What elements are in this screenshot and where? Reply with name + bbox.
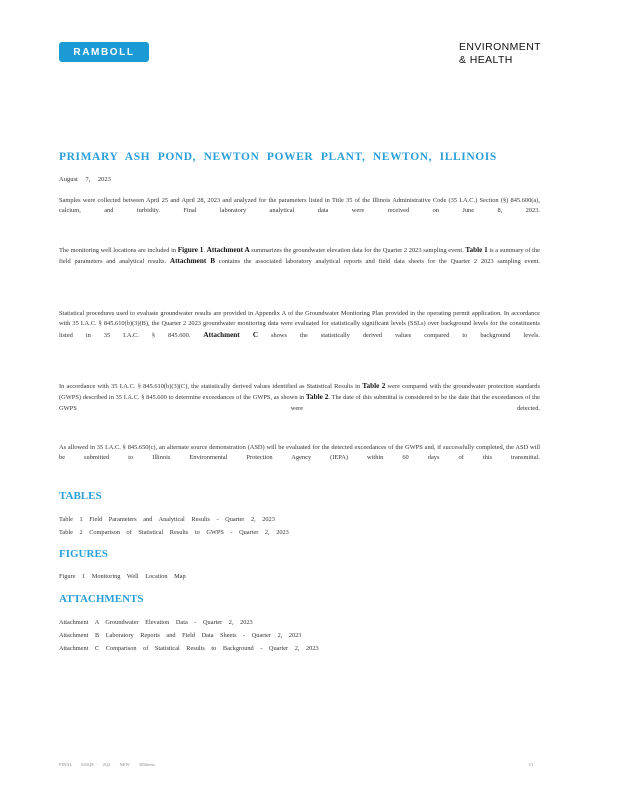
tables-heading: TABLES (59, 490, 102, 502)
paragraph-samples: Samples were collected between April 25 and April 28, 2023 and analyzed for the parameters listed in Title 35 of the Illinois Administrative Code (35 I.A.C.) Section (§) 845.600(a), calcium, and turbidity. Final laboratory analytical data were received on June 8, 2023. (59, 197, 540, 215)
footer-page-number: 1/1 (528, 762, 534, 767)
table-2-ref-second: Table 2 (305, 393, 329, 402)
p4-text-d: . The date of this submittal is considered to be the date that the exceedances of the GWPS were detected. (59, 394, 540, 412)
paragraph-locations (59, 245, 540, 268)
p3-text-c: shows the statistically derived values compared to background levels. (271, 331, 540, 339)
attachment-list-item: Attachment A Groundwater Elevation Data - Quarter 2, 2023 (59, 619, 253, 626)
p2-text-c: . (203, 247, 206, 254)
table-list-item: Table 2 Comparison of Statistical Results to GWPS - Quarter 2, 2023 (59, 529, 289, 536)
brand-line-2: & HEALTH (459, 54, 513, 66)
attachments-heading: ATTACHMENTS (59, 593, 144, 605)
p2-text-e: is a summary of the field parameters and analytical results. (59, 247, 540, 266)
table-list-item: Table 1 Field Parameters and Analytical Results - Quarter 2, 2023 (59, 516, 275, 523)
p4-text-a: In accordance with 35 I.A.C. § 845.610(b)(3)(C), the statistically derived values identified as Statistical Results in (59, 383, 361, 390)
attachment-list-item: Attachment B Laboratory Reports and Field Data Sheets - Quarter 2, 2023 (59, 632, 302, 639)
figures-heading: FIGURES (59, 548, 108, 560)
brand-line-1: ENVIRONMENT (459, 41, 541, 53)
attachment-list-item: Attachment C Comparison of Statistical Results to Background - Quarter 2, 2023 (59, 645, 319, 652)
p2-text-d: summarizes the groundwater elevation data for the Quarter 2 2023 sampling event. (251, 247, 464, 254)
figure-list-item: Figure 1 Monitoring Well Location Map (59, 573, 186, 580)
attachment-a-ref: Attachment A (206, 246, 250, 254)
paragraph-gwps (59, 381, 540, 414)
figure-1-ref: Figure 1 (177, 246, 204, 254)
paragraph-statistics (59, 309, 540, 341)
attachment-b-ref: Attachment B (169, 257, 215, 266)
ramboll-logo: RAMBOLL (59, 42, 149, 62)
p3-text-a: Statistical procedures used to evaluate groundwater results are provided in Appendix A of the Groundwater Monitoring Plan provided in the operating permit application. In accordance with 35 I.A.C. § 845.610(b)(3)(B), the Quarter 2 2023 groundwater monitoring data were evaluated for statistically significant levels (SSLs) over background levels for the constituents listed in 35 I.A.C. § 845.600. (59, 310, 540, 339)
brand-tagline (459, 41, 541, 67)
p4-text-c: were compared with the groundwater protection standards (GWPS) described in 35 I.A.C. § 845.600 to determine exceedances of the GWPS, as shown in (59, 383, 540, 402)
p2-text-f: contains the associated laboratory analytical reports and field data sheets for the Quarter 2 2023 sampling event. (218, 258, 540, 266)
document-date: August 7, 2023 (59, 176, 111, 183)
attachment-c-ref: Attachment C (203, 330, 259, 339)
document-title: PRIMARY ASH POND, NEWTON POWER PLANT, NEWTON, ILLINOIS (59, 151, 497, 163)
table-1-ref: Table 1 (465, 246, 488, 254)
footer-file-reference: FINAL 843Q8 2Q2 NEW 30Sheets (59, 762, 155, 767)
p2-text-a: The monitoring well locations are included in (59, 247, 177, 254)
paragraph-asd: As allowed in 35 I.A.C. § 845.650(c), an alternate source demonstration (ASD) will be evaluated for the detected exceedances of the GWPS and, if successfully completed, the ASD will be submitted to Illinois Environmental Protection Agency (IEPA) within 60 days of this transmittal. (59, 444, 540, 462)
table-2-ref: Table 2 (362, 382, 386, 390)
